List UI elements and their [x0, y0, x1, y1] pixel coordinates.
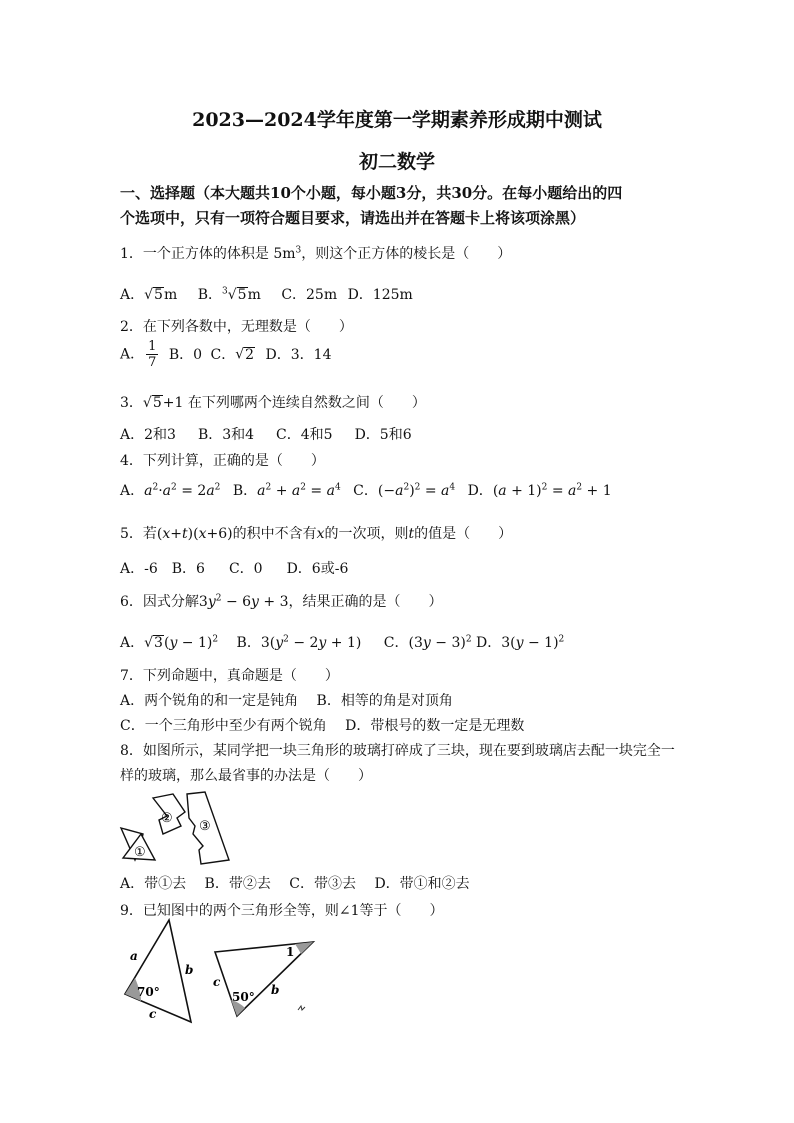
triangle-2 — [215, 942, 313, 1016]
section-heading-line2: 个选项中，只有一项符合题目要求，请选出并在答题卡上将该项涂黑） — [120, 209, 586, 227]
t2-angle-1: 1 — [286, 945, 295, 959]
section-heading-line1: 一、选择题（本大题共10个小题，每小题3分，共30分。在每小题给出的四 — [120, 184, 623, 202]
q2-stem: 2．在下列各数中，无理数是（ ） — [120, 319, 353, 335]
q8-stem-line2: 样的玻璃，那么最省事的办法是（ ） — [120, 768, 372, 784]
q1-options: A．√5m B．$^3$√5m C．25m D．125m — [120, 286, 413, 303]
triangle-1 — [125, 920, 194, 1022]
t2-angle-label: 50° — [232, 990, 255, 1004]
q1-stem: 1．一个正方体的体积是 $5m^3$，则这个正方体的棱长是（ ） — [120, 245, 512, 262]
q6-stem: 6．因式分解$3y^2 - 6y + 3$，结果正确的是（ ） — [120, 593, 443, 610]
t2-side-b: b — [271, 983, 280, 997]
piece-3-label: ③ — [199, 819, 211, 834]
q9-stem: 9．已知图中的两个三角形全等，则∠1等于（ ） — [120, 903, 444, 919]
q2-options: A． $\frac{1}{7}$ B．0 C．√2 D．3．14 — [120, 339, 332, 370]
page-subtitle: 初二数学 — [358, 151, 435, 173]
q8-glass-figure — [115, 790, 240, 868]
q5-options: A．-6 B．6 C．0 D．6或-6 — [120, 561, 349, 577]
q3-stem: 3．√5+1 在下列哪两个连续自然数之间（ ） — [120, 395, 426, 411]
q8-options: A．带①去 B．带②去 C．带③去 D．带①和②去 — [120, 876, 470, 892]
page-title: 2023—2024学年度第一学期素养形成期中测试 — [192, 109, 602, 131]
t1-side-c: c — [149, 1007, 157, 1021]
q5-stem: 5．若(x+t)(x+6)的积中不含有x的一次项，则t的值是（ ） — [120, 526, 513, 542]
q4-stem: 4．下列计算，正确的是（ ） — [120, 453, 325, 469]
q7-stem: 7．下列命题中，真命题是（ ） — [120, 668, 339, 684]
t1-side-a: a — [130, 949, 138, 963]
small-mark — [298, 1006, 305, 1010]
piece-1-label: ① — [134, 845, 146, 860]
t2-side-c: c — [213, 975, 221, 989]
q9-triangles-figure — [115, 918, 325, 1026]
piece-2-label: ② — [161, 811, 173, 826]
q3-options: A．2和3 B．3和4 C．4和5 D．5和6 — [120, 427, 412, 443]
q7-options-line2: C．一个三角形中至少有两个锐角 D．带根号的数一定是无理数 — [120, 718, 525, 734]
q6-options: A．$√3(y - 1)^2$ B．$3(y^2 - 2y + 1)$ C．$(3y - 3)^2$ D．$3(y - 1)^2$ — [120, 634, 565, 651]
t1-angle-label: 70° — [137, 985, 160, 999]
q4-options: A．$a^2\cdot a^2 = 2a^2$ B．$a^2 + a^2 = a^4$ C．$(-a^2)^2 = a^4$ D．$(a + 1)^2 = a^2 + 1$ — [120, 482, 612, 499]
q7-options-line1: A．两个锐角的和一定是钝角 B．相等的角是对顶角 — [120, 693, 453, 709]
t1-side-b: b — [185, 963, 194, 977]
q8-stem-line1: 8．如图所示，某同学把一块三角形的玻璃打碎成了三块，现在要到玻璃店去配一块完全一 — [120, 743, 675, 759]
